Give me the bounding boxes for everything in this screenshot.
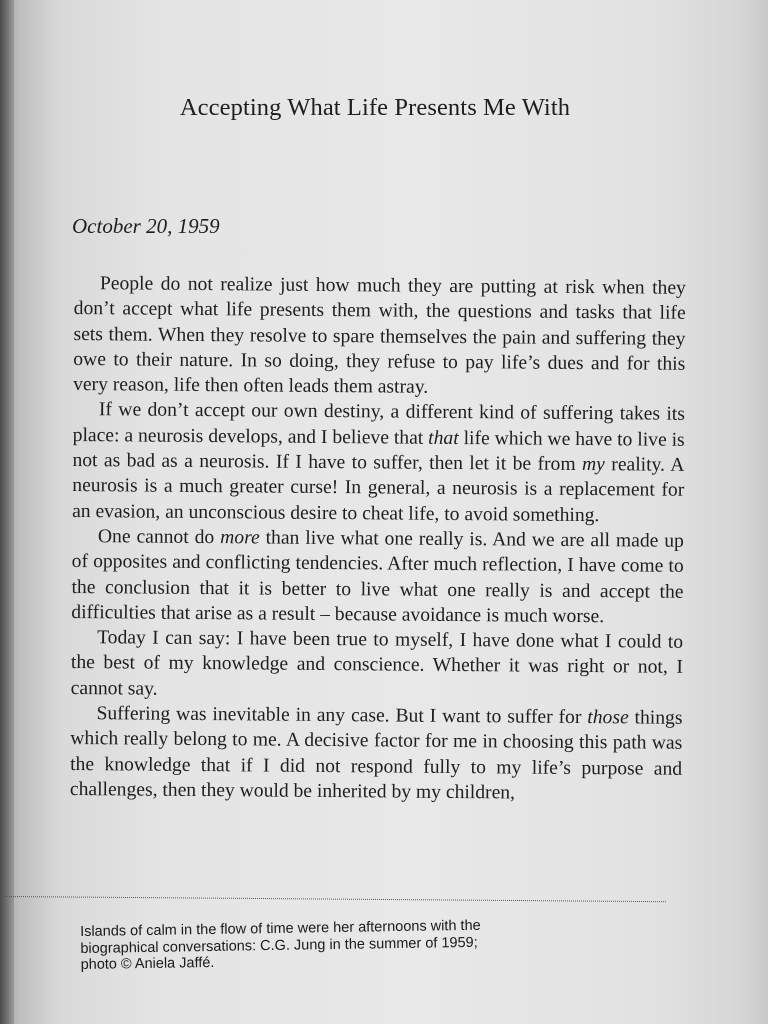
paragraph-4-text: Today I can say: I have been true to myself, I have done what I could to the best of my knowledge and conscience. Whether it was right or not, I cannot say. [70,627,684,700]
paragraph-5 [70,701,683,807]
paragraph-2-emphasis-my: my [581,454,605,476]
paragraph-2-emphasis-that: that [428,427,459,449]
paragraph-5-text-a: Suffering was inevitable in any case. But I want to suffer for [96,703,588,729]
footnote-divider [4,896,666,902]
photo-caption [80,917,551,974]
caption-line-1: Islands of calm in the flow of time were her afternoons with the [80,917,481,940]
paragraph-3-emphasis-more: more [220,527,260,549]
paragraph-1 [73,271,686,402]
caption-line-2: biographical conversations: C.G. Jung in the summer of 1959; [80,934,478,957]
paragraph-3-text-a: One cannot do [97,526,221,549]
paragraph-3-text-c: than live what one really is. And we are all made up of opposites and conflicting tendencies. After much reflection, I have come to the conclusion that it is better to live what one really is and accept the difficulties that arise as a result – because avoidance is much worse. [71,527,684,628]
paragraph-5-text-c: things which really belong to me. A decisive factor for me in choosing this path was the knowledge that if I did not respond fully to my life’s purpose and challenges, then they would be inherited by my children, [69,707,683,804]
caption-line-3: photo © Aniela Jaffé. [80,955,215,974]
paragraph-3 [71,524,684,630]
paragraph-2-text-a: If we don’t accept our own destiny, a different kind of suffering takes its place: a neurosis develops, and I believe that [72,399,685,449]
book-spine-shadow [0,0,14,1024]
paragraph-2 [72,397,685,528]
paragraph-2-text-e: reality. A neurosis is a much greater curse! In general, a neurosis is a replacement for an evasion, an unconscious desire to cheat life, to avoid something. [72,454,685,526]
paragraph-2-text-c: life which we have to live is not as bad as a neurosis. If I have to suffer, then let it be from [72,427,685,476]
body-text [70,271,686,807]
page-title: Accepting What Life Presents Me With [179,94,571,121]
entry-date: October 20, 1959 [72,214,220,238]
paragraph-5-emphasis-those: those [587,707,629,729]
paragraph-1-text: People do not realize just how much they are putting at risk when they don’t accept what life presents them with, the questions and tasks that life sets them. When they resolve to spare themselves the pain and suffering they owe to their nature. In so doing, they refuse to pay life’s dues and for this very reason, life then often leads them astray. [73,273,686,398]
paragraph-4 [71,625,684,706]
